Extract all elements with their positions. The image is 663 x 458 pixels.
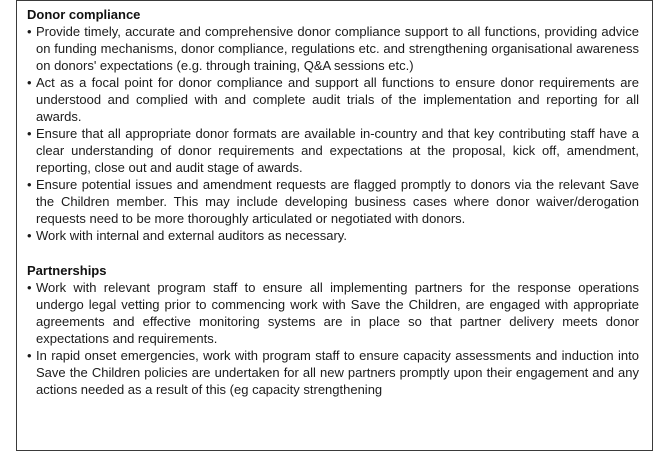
bullet-text: In rapid onset emergencies, work with program staff to ensure capacity assessments and induction into Save the Children policies are undertaken for all new partners promptly upon their engagement and any actions needed as a result of this (eg capacity strengthening [36,348,639,397]
bullet-text: Work with internal and external auditors as necessary. [36,228,347,243]
section-donor-compliance [27,6,639,244]
bullet-item [27,74,639,125]
bullet-icon: • [27,348,32,363]
bullet-item [27,23,639,74]
section-partnerships [27,262,639,398]
section-heading-donor-compliance: Donor compliance [27,7,141,22]
bullet-item [27,176,639,227]
bullet-text: Ensure that all appropriate donor formats are available in-country and that key contributing staff have a clear understanding of donor requirements and expectations at the proposal, kick off, amendment, reporting, close out and audit stage of awards. [36,126,639,175]
bullet-icon: • [27,126,32,141]
bullet-text: Act as a focal point for donor compliance and support all functions to ensure donor requirements are understood and complied with and complete audit trials of the implementation and reporting for all awards. [36,75,639,124]
bullet-icon: • [27,280,32,295]
bullet-item [27,347,639,398]
bullet-item [27,125,639,176]
donor-compliance-bullet-list [27,23,639,244]
bullet-text: Ensure potential issues and amendment requests are flagged promptly to donors via the relevant Save the Children member. This may include developing business cases where donor waiver/derogation requests need to be more thoroughly articulated or negotiated with donors. [36,177,639,226]
document-cell [16,0,653,451]
bullet-icon: • [27,177,32,192]
bullet-text: Work with relevant program staff to ensure all implementing partners for the response operations undergo legal vetting prior to commencing work with Save the Children, are engaged with appropriate agreements and effective monitoring systems are in place so that partner delivery meets donor expectations and requirements. [36,280,639,346]
bullet-icon: • [27,24,32,39]
bullet-item [27,279,639,347]
bullet-icon: • [27,75,32,90]
bullet-item [27,227,639,244]
section-heading-partnerships: Partnerships [27,263,107,278]
bullet-text: Provide timely, accurate and comprehensive donor compliance support to all functions, providing advice on funding mechanisms, donor compliance, regulations etc. and strengthening organisational awareness on donors' expectations (e.g. through training, Q&A sessions etc.) [36,24,639,73]
partnerships-bullet-list [27,279,639,398]
bullet-icon: • [27,228,32,243]
